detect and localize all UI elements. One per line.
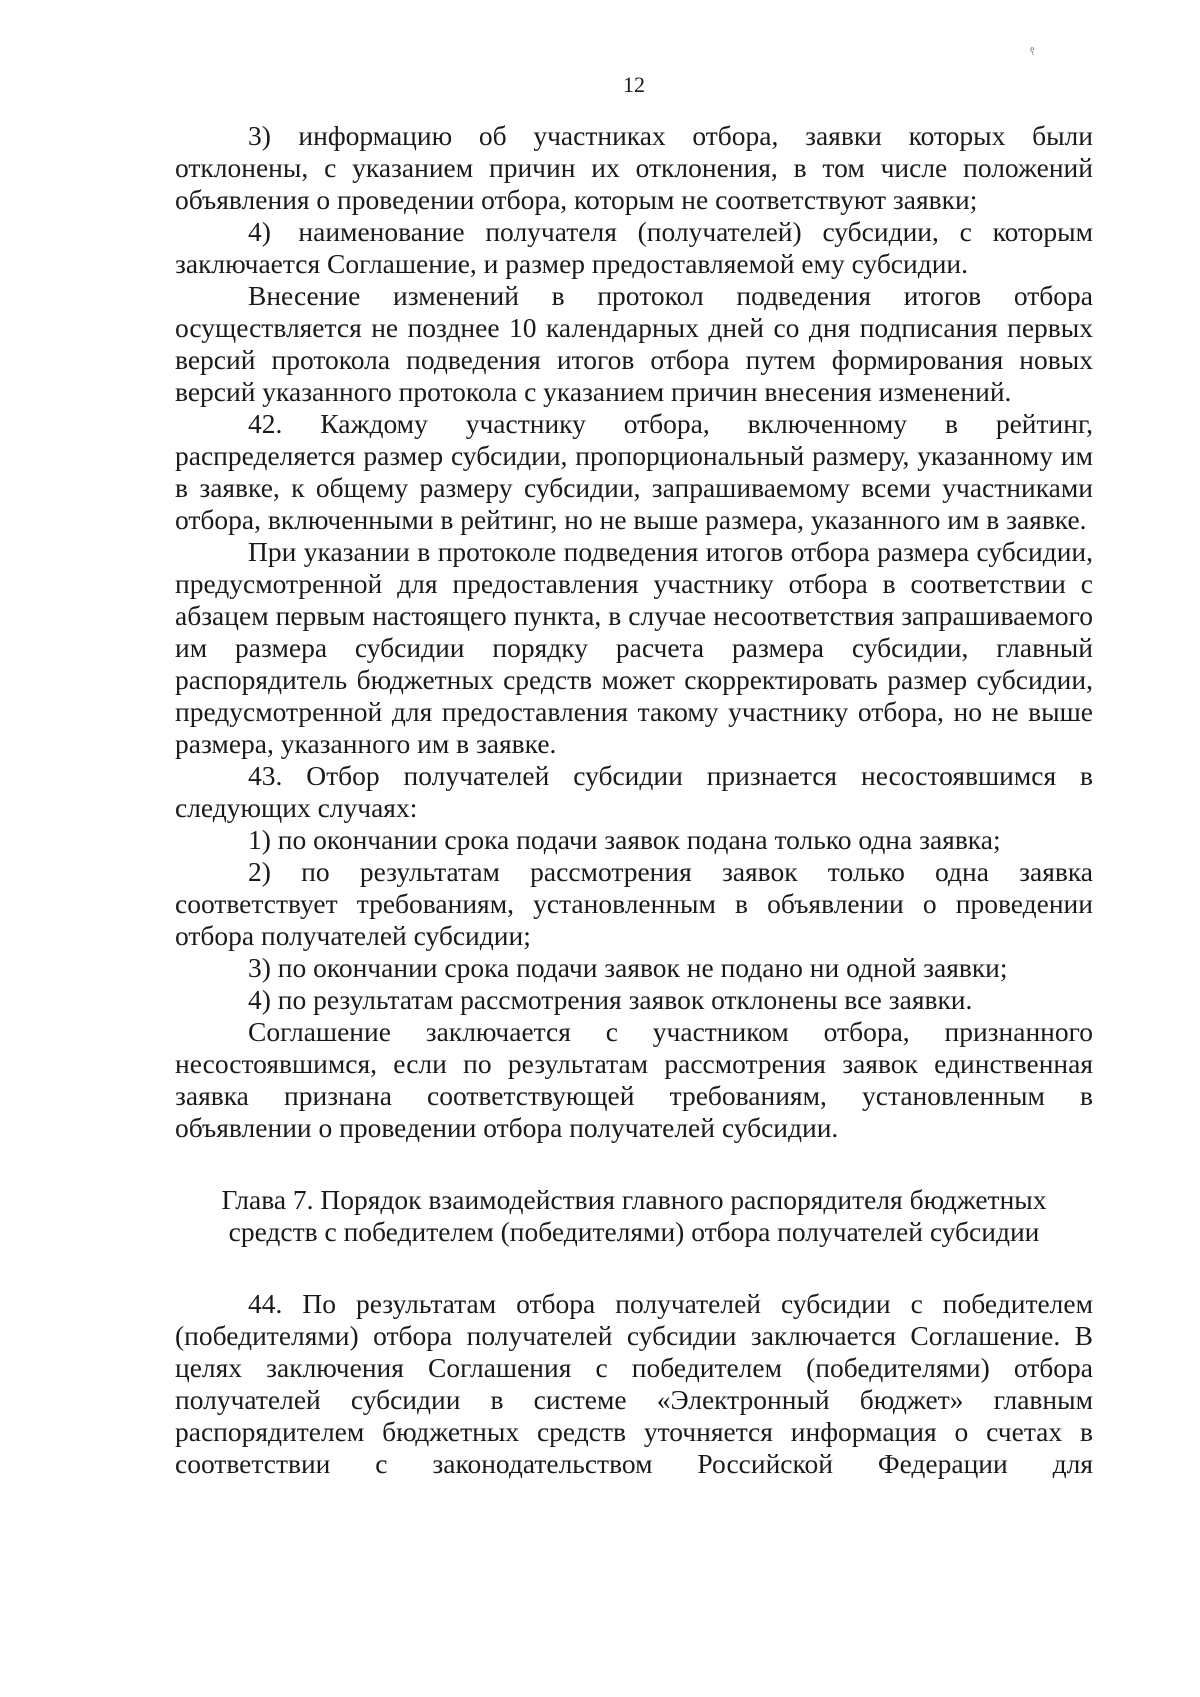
paragraph-44: 44. По результатам отбора получателей субсидии с победителем (победителями) отбора получателей субсидии заключается Соглашение. В целях заключения Соглашения с победителем (победителями) отбора получателей субсидии в системе «Электронный бюджет» главным распорядителем бюджетных средств уточняется информация о счетах в соответствии с законодательством Российской Федерации для: [175, 1288, 1093, 1479]
paragraph-protocol-changes: Внесение изменений в протокол подведения итогов отбора осуществляется не позднее 10 календарных дней со дня подписания первых версий протокола подведения итогов отбора путем формирования новых версий указанного протокола с указанием причин внесения изменений.: [175, 280, 1093, 407]
paragraph-agreement: Соглашение заключается с участником отбора, признанного несостоявшимся, если по результатам рассмотрения заявок единственная заявка признана соответствующей требованиям, установленным в объявлении о проведении отбора получателей субсидии.: [175, 1016, 1093, 1143]
paragraph-item-4: 4) наименование получателя (получателей) субсидии, с которым заключается Соглашение, и размер предоставляемой ему субсидии.: [175, 216, 1093, 279]
paragraph-43-case-2: 2) по результатам рассмотрения заявок только одна заявка соответствует требованиям, установленным в объявлении о проведении отбора получателей субсидии;: [175, 856, 1093, 951]
paragraph-43: 43. Отбор получателей субсидии признается несостоявшимся в следующих случаях:: [175, 760, 1093, 823]
paragraph-43-case-4: 4) по результатам рассмотрения заявок отклонены все заявки.: [248, 984, 973, 1015]
paragraph-43-case-1: 1) по окончании срока подачи заявок подана только одна заявка;: [248, 824, 1001, 855]
paragraph-42: 42. Каждому участнику отбора, включенному в рейтинг, распределяется размер субсидии, пропорциональный размеру, указанному им в заявке, к общему размеру субсидии, запрашиваемому всеми участниками отбора, включенными в рейтинг, но не выше размера, указанного им в заявке.: [175, 408, 1093, 535]
paragraph-item-3: 3) информацию об участниках отбора, заявки которых были отклонены, с указанием причин их отклонения, в том числе положений объявления о проведении отбора, которым не соответствуют заявки;: [175, 120, 1093, 215]
paragraph-protocol-size: При указании в протоколе подведения итогов отбора размера субсидии, предусмотренной для предоставления участнику отбора в соответствии с абзацем первым настоящего пункта, в случае несоответствия запрашиваемого им размера субсидии порядку расчета размера субсидии, главный распорядитель бюджетных средств может скорректировать размер субсидии, предусмотренной для предоставления такому участнику отбора, но не выше размера, указанного им в заявке.: [175, 536, 1093, 759]
document-body: [175, 120, 1093, 1480]
corner-mark: ę: [1030, 44, 1035, 55]
chapter-heading: Глава 7. Порядок взаимодействия главного распорядителя бюджетных средств с победителем (победителями) отбора получателей субсидии: [221, 1184, 1047, 1247]
page-number: 12: [623, 72, 645, 97]
paragraph-43-case-3: 3) по окончании срока подачи заявок не подано ни одной заявки;: [248, 952, 1008, 983]
